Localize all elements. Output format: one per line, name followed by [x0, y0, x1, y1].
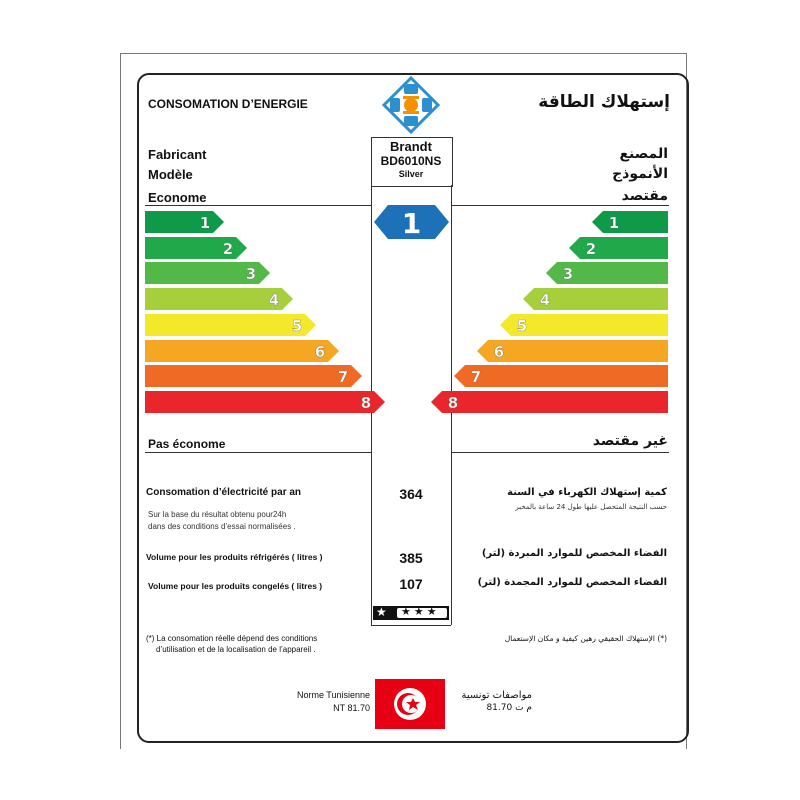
title-ar: إستهلاك الطاقة [538, 92, 670, 112]
energy-class-arrow-left-4 [145, 288, 294, 310]
energy-class-label-right-1: 1 [608, 214, 620, 232]
energy-class-label-right-8: 8 [447, 393, 459, 412]
footnote-fr-2: d’utilisation et de la localisation de l’appareil . [156, 645, 316, 654]
model-label-fr: Modèle [148, 167, 193, 182]
econome-label-fr: Econome [148, 190, 207, 205]
consumption-value: 364 [399, 486, 423, 502]
tunisia-flag-icon [375, 679, 445, 729]
energy-class-arrow-left-6 [145, 340, 340, 362]
star-icon: ★ [376, 605, 387, 619]
consumption-note-fr-1: Sur la base du résultat obtenu pour24h [148, 510, 287, 519]
energy-class-arrow-left-7 [145, 365, 363, 387]
fresh-volume-value: 385 [399, 550, 423, 566]
consumption-note-fr-2: dans des conditions d’essai normalisées . [148, 522, 296, 531]
energy-class-arrow-right-6 [477, 340, 668, 362]
frozen-volume-label-ar: الفضاء المخصص للموارد المجمدة (لتر) [477, 577, 667, 588]
model-name: BD6010NS [380, 154, 442, 168]
energy-class-label-left-6: 6 [314, 342, 326, 361]
norm-fr-2: NT 81.70 [333, 703, 370, 713]
model-label-ar: الأنموذج [612, 166, 668, 182]
norm-fr-1: Norme Tunisienne [296, 690, 370, 700]
energy-class-arrow-left-2 [145, 237, 248, 259]
footnote-ar: (*) الإستهلاك الحقيقي رهين كيفية و مكان الإستعمال [504, 634, 667, 643]
fresh-volume-label-ar: الفضاء المخصص للموارد المبردة (لتر) [481, 548, 667, 559]
norm-ar-1: مواصفات تونسية [461, 690, 532, 701]
fresh-volume-label-fr: Volume pour les produits réfrigérés ( litres ) [146, 552, 323, 562]
energy-class-arrow-right-8 [431, 391, 668, 413]
energy-class-label-left-5: 5 [291, 316, 303, 335]
rating-arrow [374, 205, 449, 239]
econome-label-ar: مقتصد [621, 188, 668, 204]
norm-ar-2: م ت 81.70 [486, 703, 532, 713]
freezer-star-rating [373, 606, 449, 620]
title-fr: CONSOMATION D’ENERGIE [148, 97, 308, 111]
energy-class-label-right-2: 2 [585, 239, 597, 258]
energy-class-label-right-3: 3 [562, 265, 574, 284]
energy-class-arrow-right-3 [546, 262, 668, 284]
energy-class-arrow-right-2 [569, 237, 668, 259]
star-icons: ★★★ [401, 605, 440, 618]
energy-class-arrow-right-7 [454, 365, 668, 387]
consumption-label-ar: كمية إستهلاك الكهرباء في السنة [507, 487, 667, 498]
model-finish: Silver [398, 169, 424, 179]
energy-class-label-left-1: 1 [199, 214, 211, 232]
energy-class-arrow-right-1 [592, 211, 668, 233]
energy-class-label-left-3: 3 [245, 265, 257, 284]
energy-class-label-right-5: 5 [516, 316, 528, 335]
consumption-note-ar: حسب النتيجة المتحصل عليها طول 24 ساعة بالمخبر [515, 503, 667, 511]
rating-value: 1 [401, 207, 422, 239]
energy-class-label-left-2: 2 [222, 239, 234, 258]
brand-name: Brandt [390, 139, 432, 154]
manufacturer-label-ar: المصنع [619, 146, 668, 162]
frozen-volume-label-fr: Volume pour les produits congelés ( litres ) [148, 581, 323, 591]
energy-class-arrow-left-8 [145, 391, 386, 413]
energy-class-arrow-left-3 [145, 262, 271, 284]
non-econome-label-fr: Pas économe [148, 437, 226, 451]
energy-class-arrow-left-1 [145, 211, 225, 233]
manufacturer-label-fr: Fabricant [148, 147, 207, 162]
energy-class-label-left-7: 7 [337, 368, 349, 387]
energy-class-label-left-8: 8 [360, 393, 372, 412]
energy-class-label-right-6: 6 [493, 342, 505, 361]
energy-class-label-right-4: 4 [539, 291, 551, 310]
energy-class-arrow-right-5 [500, 314, 668, 336]
energy-class-arrow-left-5 [145, 314, 317, 336]
non-econome-label-ar: غير مقتصد [592, 433, 668, 449]
footnote-fr-1: (*) La consomation réelle dépend des conditions [146, 634, 318, 643]
energy-class-label-right-7: 7 [470, 368, 482, 387]
energy-class-label-left-4: 4 [268, 291, 280, 310]
frozen-volume-value: 107 [399, 576, 423, 592]
energy-logo-icon [382, 76, 440, 134]
consumption-label-fr: Consomation d’électricité par an [146, 487, 302, 498]
energy-class-arrow-right-4 [523, 288, 668, 310]
